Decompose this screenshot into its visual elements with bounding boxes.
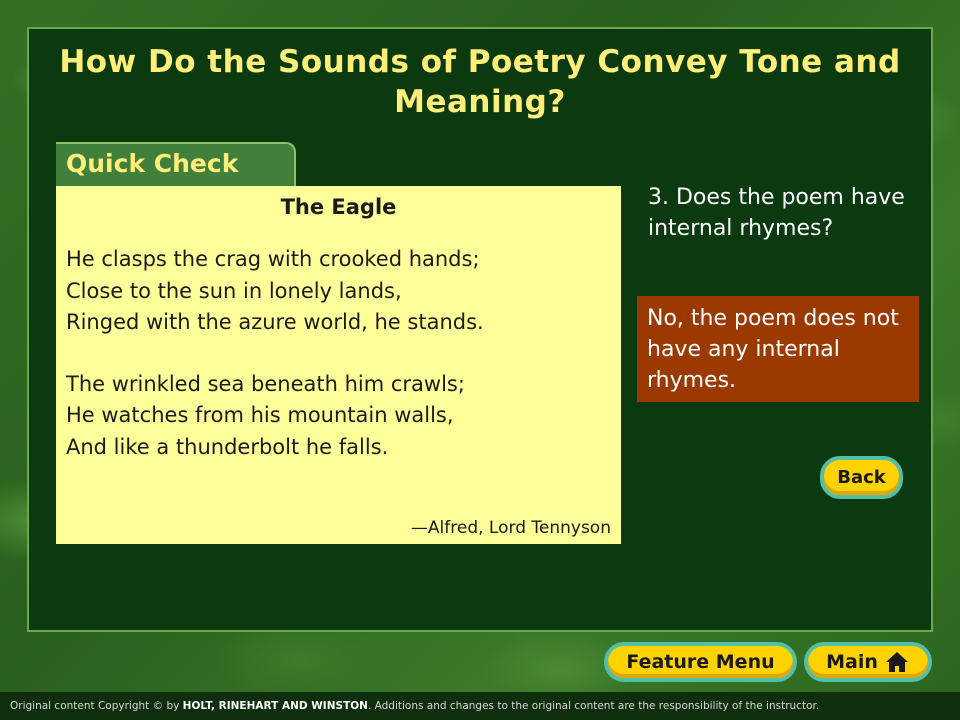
poem-line: He watches from his mountain walls, xyxy=(66,403,454,427)
main-button[interactable] xyxy=(804,642,932,682)
answer-box: No, the poem does not have any internal rhymes. xyxy=(637,296,919,402)
poem-line: Ringed with the azure world, he stands. xyxy=(66,310,484,334)
poem-line: He clasps the crag with crooked hands; xyxy=(66,247,480,271)
copyright-footer xyxy=(0,692,960,720)
feature-menu-label: Feature Menu xyxy=(626,651,775,673)
poem-stanza-2 xyxy=(66,369,611,464)
question-text: 3. Does the poem have internal rhymes? xyxy=(648,185,905,241)
home-icon xyxy=(884,650,910,674)
main-label: Main xyxy=(826,651,878,673)
poem-title: The Eagle xyxy=(280,195,397,219)
footer-suffix: . Additions and changes to the original content are the responsibility of the instructor. xyxy=(367,700,820,712)
poem-line: Close to the sun in lonely lands, xyxy=(66,278,402,303)
feature-menu-button[interactable] xyxy=(604,642,797,682)
poem-line: And like a thunderbolt he falls. xyxy=(66,434,389,459)
poem-stanza-1 xyxy=(66,244,611,339)
slide-title: How Do the Sounds of Poetry Convey Tone and Meaning? xyxy=(59,44,901,120)
poem-line: The wrinkled sea beneath him crawls; xyxy=(66,371,465,396)
quick-check-tab: Quick Check xyxy=(56,142,296,186)
poem-box xyxy=(56,186,621,544)
footer-publisher: HOLT, RINEHART AND WINSTON xyxy=(182,700,368,712)
footer-prefix: Original content Copyright © by xyxy=(10,700,180,712)
poem-attribution: —Alfred, Lord Tennyson xyxy=(410,518,611,538)
back-button[interactable]: Back xyxy=(820,456,903,499)
